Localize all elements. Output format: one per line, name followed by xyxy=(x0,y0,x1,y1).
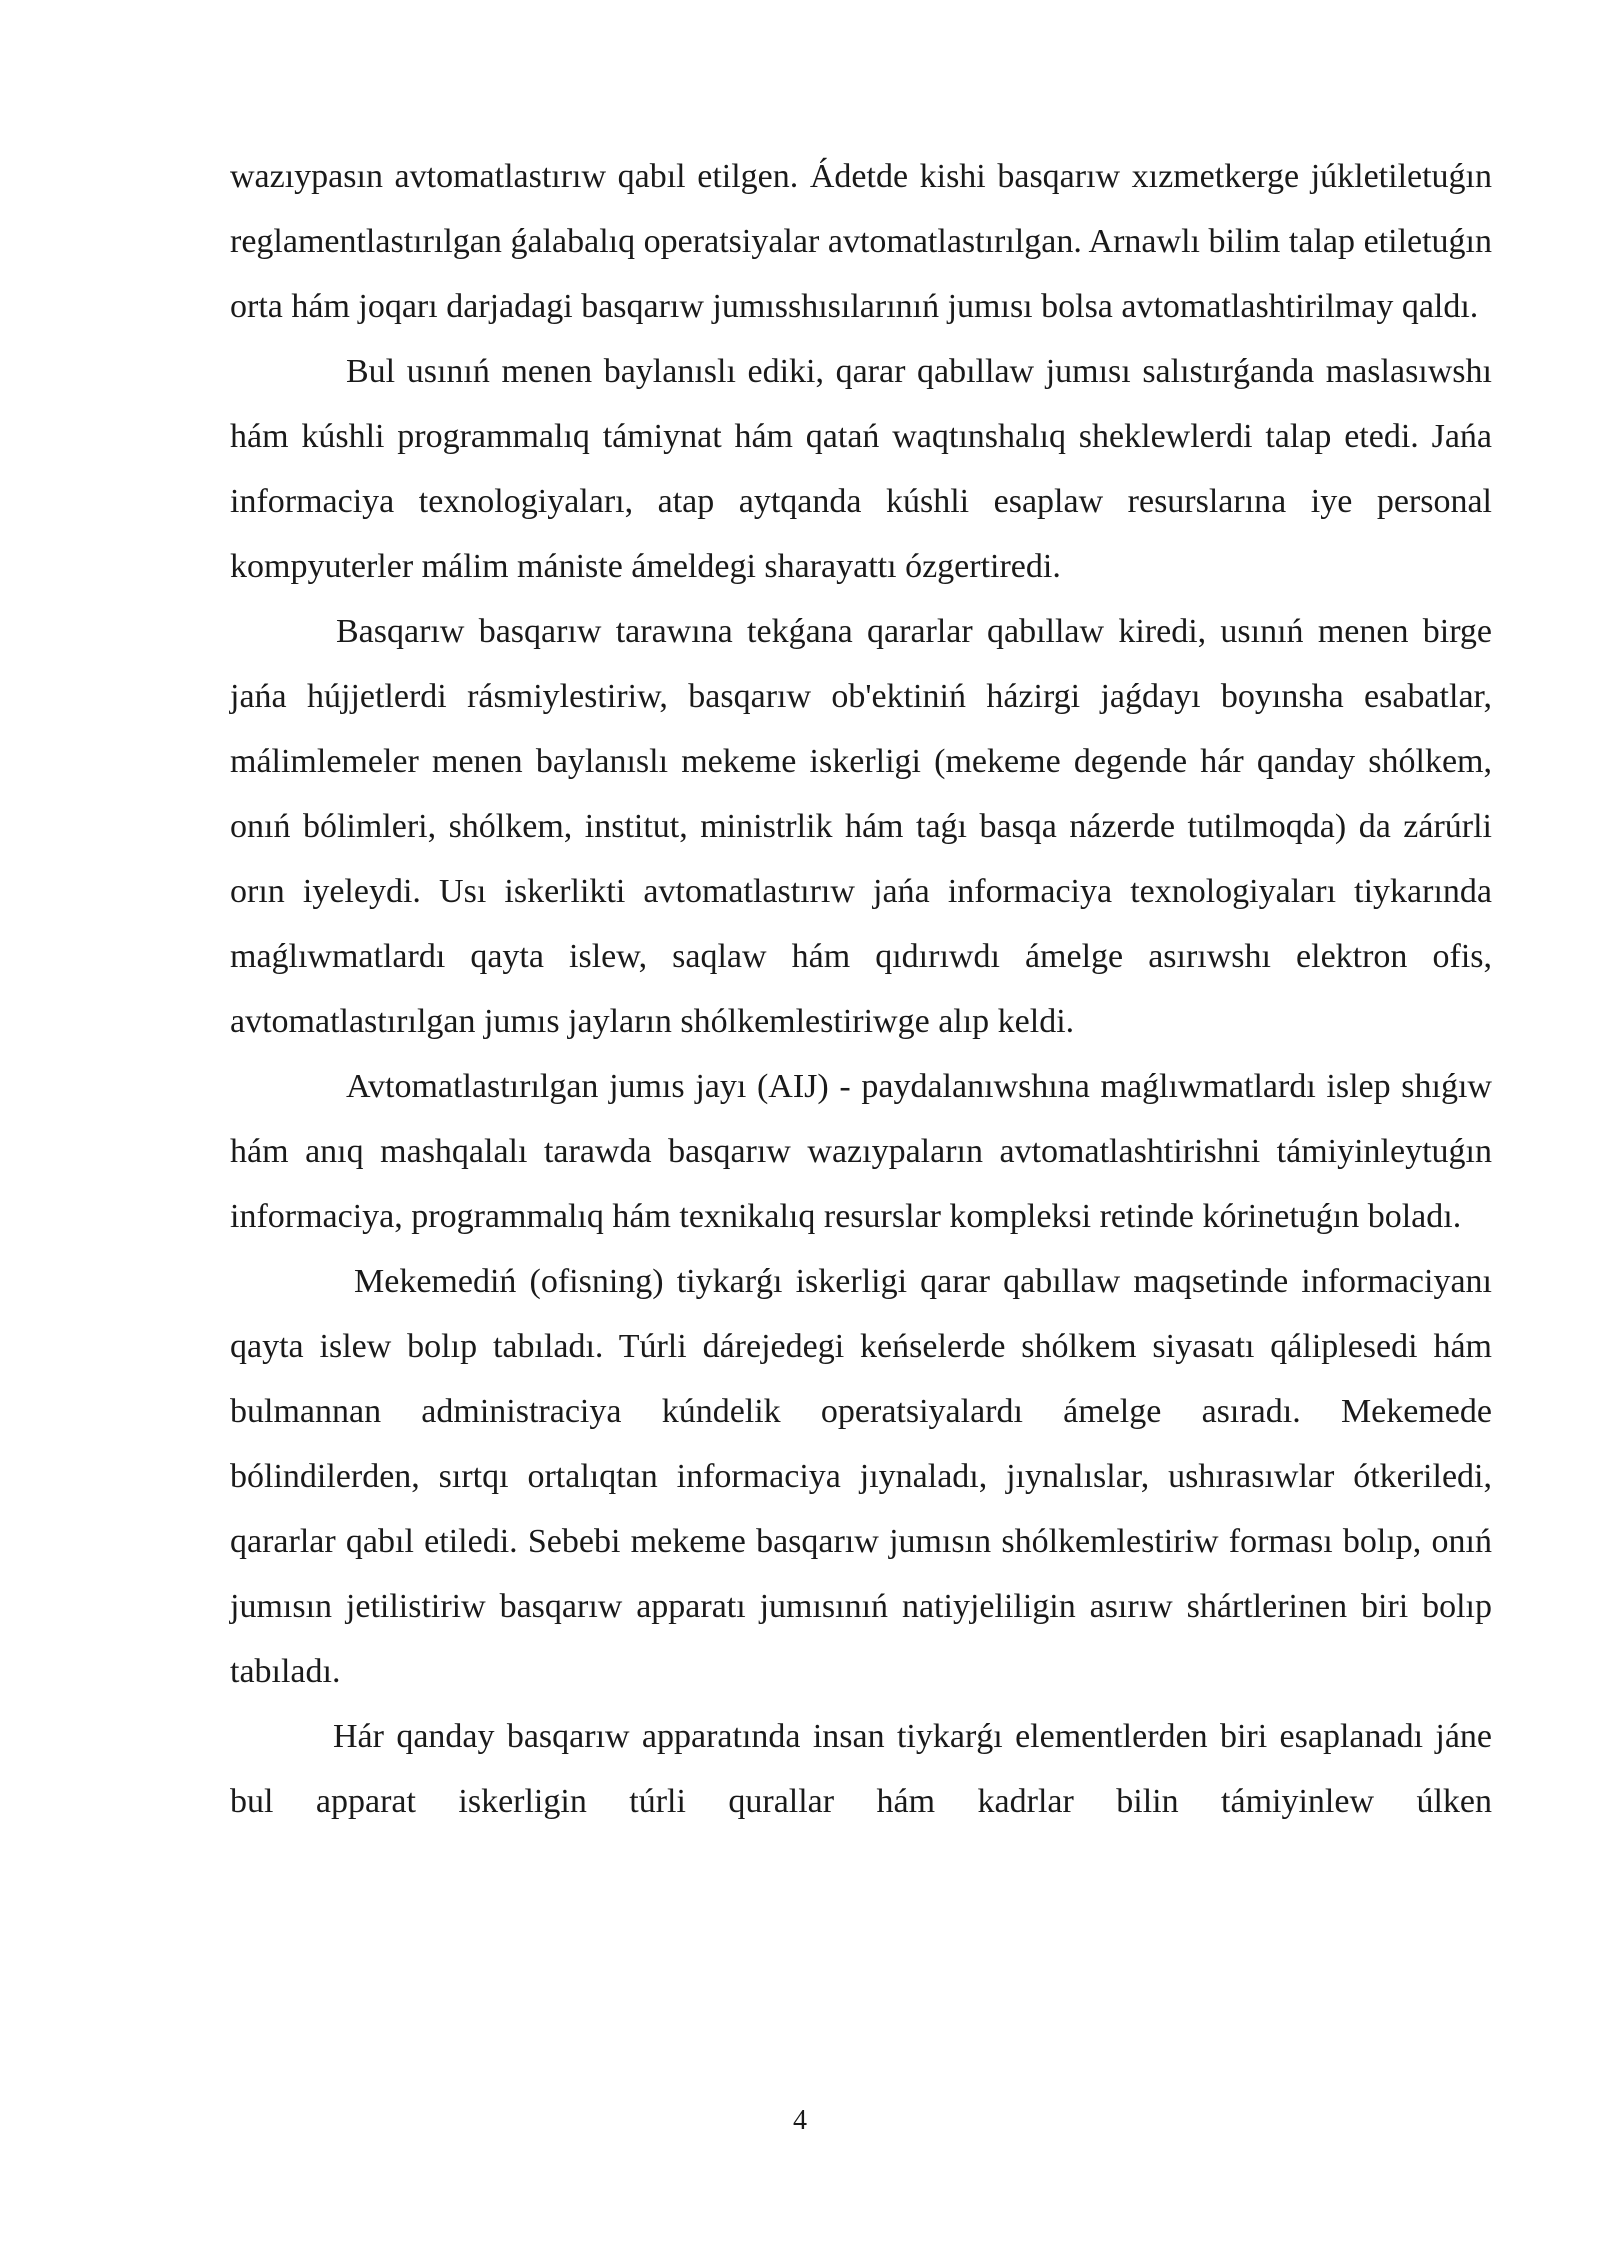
paragraph-2: Bul usınıń menen baylanıslı ediki, qarar qabıllaw jumısı salıstırǵanda maslasıwshı hám kúshli programmalıq támiynat hám qatań waqtınshalıq sheklewlerdi talap etedi. Jańa informaciya texnologiyaları, atap aytqanda kúshli esaplaw resurslarına iye personal kompyuterler málim mániste ámeldegi sharayattı ózgertiredi. xyxy=(230,353,1492,585)
paragraph-4: Avtomatlastırılgan jumıs jayı (AIJ) - paydalanıwshına maǵlıwmatlardı islep shıǵıw hám anıq mashqalalı tarawda basqarıw wazıypaların avtomatlashtirishni támiyinleytuǵın informaciya, programmalıq hám texnikalıq resurslar kompleksi retinde kórinetuǵın boladı. xyxy=(230,1068,1492,1235)
page-number: 4 xyxy=(793,2105,807,2136)
paragraph-1: wazıypasın avtomatlastırıw qabıl etilgen. Ádetde kishi basqarıw xızmetkerge júkletiletuǵın reglamentlastırılgan ǵalabalıq operatsiyalar avtomatlastırılgan. Arnawlı bilim talap etiletuǵın orta hám joqarı darjadagi basqarıw jumısshısılarınıń jumısı bolsa avtomatlashtirilmay qaldı. xyxy=(230,158,1492,325)
body-text xyxy=(230,144,1492,1834)
paragraph-3: Basqarıw basqarıw tarawına tekǵana qararlar qabıllaw kiredi, usınıń menen birge jańa hújjetlerdi rásmiylestiriw, basqarıw ob'ektiniń házirgi jaǵdayı boyınsha esabatlar, málimlemeler menen baylanıslı mekeme iskerligi (mekeme degende hár qanday shólkem, onıń bólimleri, shólkem, institut, ministrlik hám taǵı basqa názerde tutilmoqda) da zárúrli orın iyeleydi. Usı iskerlikti avtomatlastırıw jańa informaciya texnologiyaları tiykarında maǵlıwmatlardı qayta islew, saqlaw hám qıdırıwdı ámelge asırıwshı elektron ofis, avtomatlastırılgan jumıs jayların shólkemlestiriwge alıp keldi. xyxy=(230,613,1492,1040)
paragraph-5: Mekemediń (ofisning) tiykarǵı iskerligi qarar qabıllaw maqsetinde informaciyanı qayta islew bolıp tabıladı. Túrli dárejedegi keńselerde shólkem siyasatı qáliplesedi hám bulmannan administraciya kúndelik operatsiyalardı ámelge asıradı. Mekemede bólindilerden, sırtqı ortalıqtan informaciya jıynaladı, jıynalıslar, ushırasıwlar ótkeriledi, qararlar qabıl etiledi. Sebebi mekeme basqarıw jumısın shólkemlestiriw forması bolıp, onıń jumısın jetilistiriw basqarıw apparatı jumısınıń natiyjeliligin asırıw shártlerinen biri bolıp tabıladı. xyxy=(230,1263,1492,1690)
paragraph-6: Hár qanday basqarıw apparatında insan tiykarǵı elementlerden biri esaplanadı jáne bul apparat iskerligin túrli qurallar hám kadrlar bilin támiyinlew úlken xyxy=(230,1718,1492,1820)
